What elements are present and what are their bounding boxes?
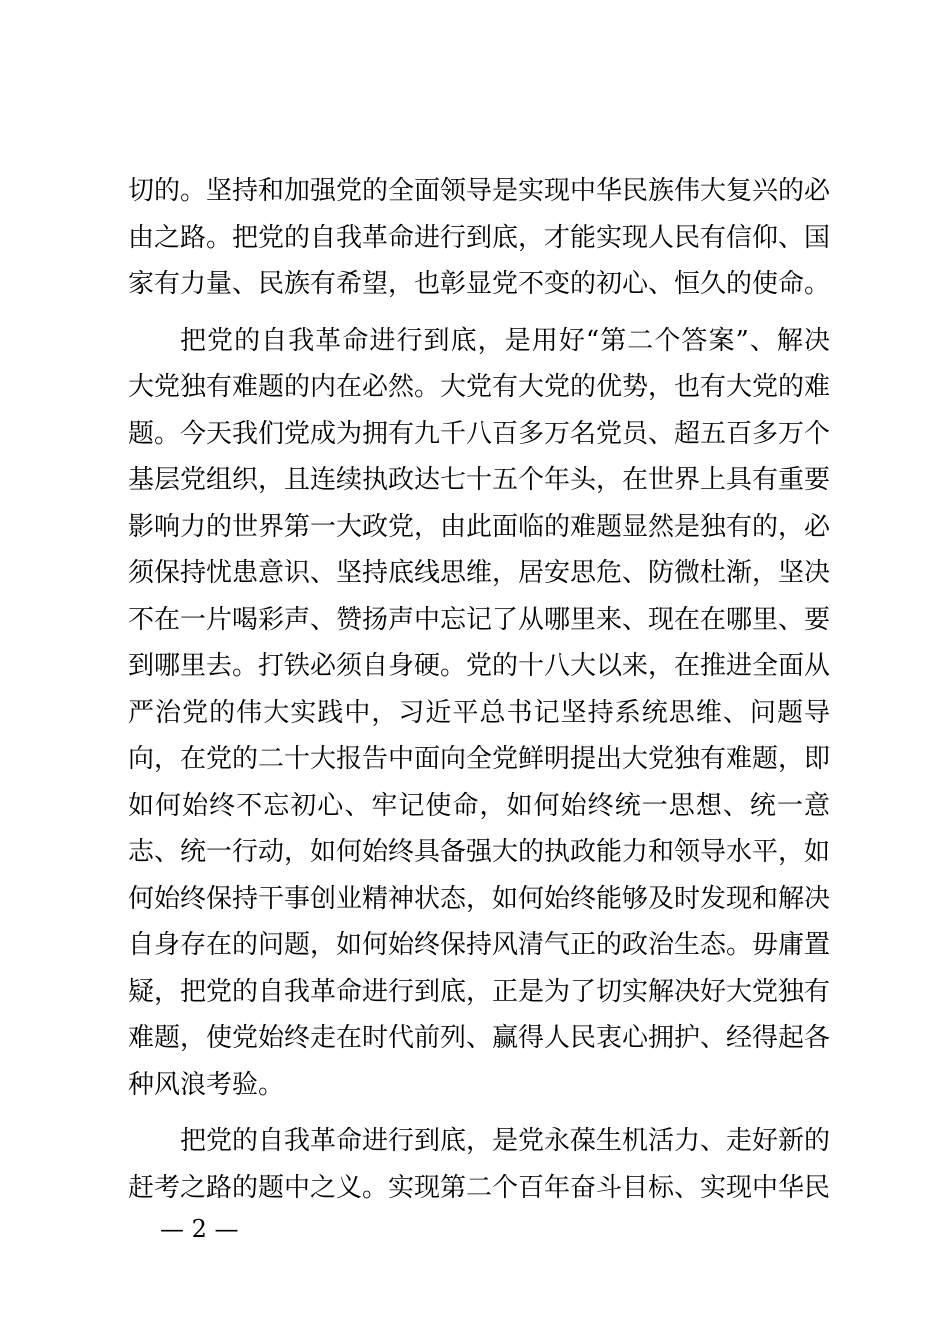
text-line: 赶考之路的题中之义。实现第二个百年奋斗目标、实现中华民 [128,1172,831,1203]
text-line: 切的。坚持和加强党的全面领导是实现中华民族伟大复兴的必 [128,176,831,206]
text-line: 把党的自我革命进行到底，是用好“第二个答案”、解决 [180,325,830,356]
text-line: 何始终保持干事创业精神状态，如何始终能够及时发现和解决 [128,883,831,914]
paragraph-gap [128,308,830,318]
text-line: 基层党组织，且连续执政达七十五个年头，在世界上具有重要 [128,465,831,495]
text-line: 志、统一行动，如何始终具备强大的执政能力和领导水平，如 [128,837,831,867]
text-line: 把党的自我革命进行到底，是党永葆生机活力、走好新的 [180,1126,831,1156]
paragraph [128,1118,830,1211]
text-line: 种风浪考验。 [128,1069,285,1100]
text-line: 须保持忧患意识、坚持底线思维，居安思危、防微杜渐，坚决 [128,558,831,588]
text-line: 向，在党的二十大报告中面向全党鲜明提出大党独有难题，即 [128,744,831,774]
text-line: 影响力的世界第一大政党，由此面临的难题显然是独有的，必 [128,511,831,542]
text-line: 由之路。把党的自我革命进行到底，才能实现人民有信仰、国 [128,222,831,253]
page-number: — 2 — [160,1215,239,1243]
body-text [128,168,830,1211]
text-line: 自身存在的问题，如何始终保持风清气正的政治生态。毋庸置 [128,930,831,960]
text-line: 题。今天我们党成为拥有九千八百多万名党员、超五百多万个 [128,418,831,449]
text-line: 不在一片喝彩声、赞扬声中忘记了从哪里来、现在在哪里、要 [128,604,831,635]
text-line: 疑，把党的自我革命进行到底，正是为了切实解决好大党独有 [128,976,831,1007]
text-line: 大党独有难题的内在必然。大党有大党的优势，也有大党的难 [128,372,831,402]
paragraph [128,318,830,1109]
paragraph [128,168,830,308]
text-line: 如何始终不忘初心、牢记使命，如何始终统一思想、统一意 [128,790,830,821]
paragraph-gap [128,1108,830,1118]
text-line: 严治党的伟大实践中，习近平总书记坚持系统思维、问题导 [128,697,830,728]
text-line: 家有力量、民族有希望，也彰显党不变的初心、恒久的使命。 [128,269,831,299]
text-line: 到哪里去。打铁必须自身硬。党的十八大以来，在推进全面从 [128,651,831,681]
text-line: 难题，使党始终走在时代前列、赢得人民衷心拥护、经得起各 [128,1023,831,1053]
